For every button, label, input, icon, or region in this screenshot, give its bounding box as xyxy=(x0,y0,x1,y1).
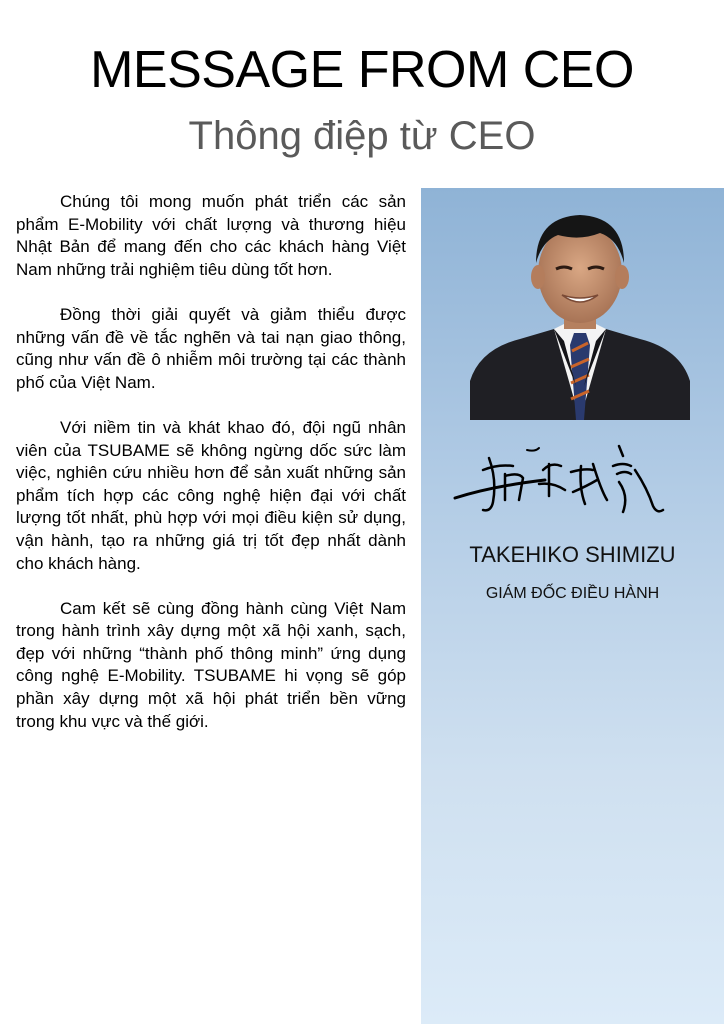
ceo-photo xyxy=(470,211,690,420)
message-paragraph-2: Đồng thời giải quyết và giảm thiểu được những vấn đề về tắc nghẽn và tai nạn giao thông, cũng như vấn đề ô nhiễm môi trường tại các thành phố của Việt Nam. xyxy=(16,304,406,392)
ceo-signature xyxy=(453,440,668,525)
ceo-position: GIÁM ĐỐC ĐIỀU HÀNH xyxy=(485,585,660,602)
page-title: MESSAGE FROM CEO xyxy=(90,41,634,99)
ceo-name: TAKEHIKO SHIMIZU xyxy=(469,542,676,567)
page-subtitle: Thông điệp từ CEO xyxy=(188,114,536,158)
message-body xyxy=(16,191,406,756)
message-paragraph-4: Cam kết sẽ cùng đồng hành cùng Việt Nam trong hành trình xây dựng một xã hội xanh, sạch, đẹp với những “thành phố thông minh” ứng dụng công nghệ E-Mobility. TSUBAME hi vọng sẽ góp phần xây dựng một xã hội phát triển bền vững trong khu vực và thế giới. xyxy=(16,598,406,731)
message-paragraph-3: Với niềm tin và khát khao đó, đội ngũ nhân viên của TSUBAME sẽ không ngừng dốc sức làm việc, nghiên cứu nhiều hơn để sản xuất những sản phẩm tích hợp các công nghệ hiện đại với chất lượng tốt nhất, phù hợp với mọi điều kiện sử dụng, vận hành, tạo ra những giá trị tốt đẹp nhất dành cho khách hàng. xyxy=(16,417,406,573)
message-paragraph-1: Chúng tôi mong muốn phát triển các sản phẩm E-Mobility với chất lượng và thương hiệu Nhật Bản để mang đến cho các khách hàng Việt Nam những trải nghiệm tiêu dùng tốt hơn. xyxy=(16,192,406,279)
